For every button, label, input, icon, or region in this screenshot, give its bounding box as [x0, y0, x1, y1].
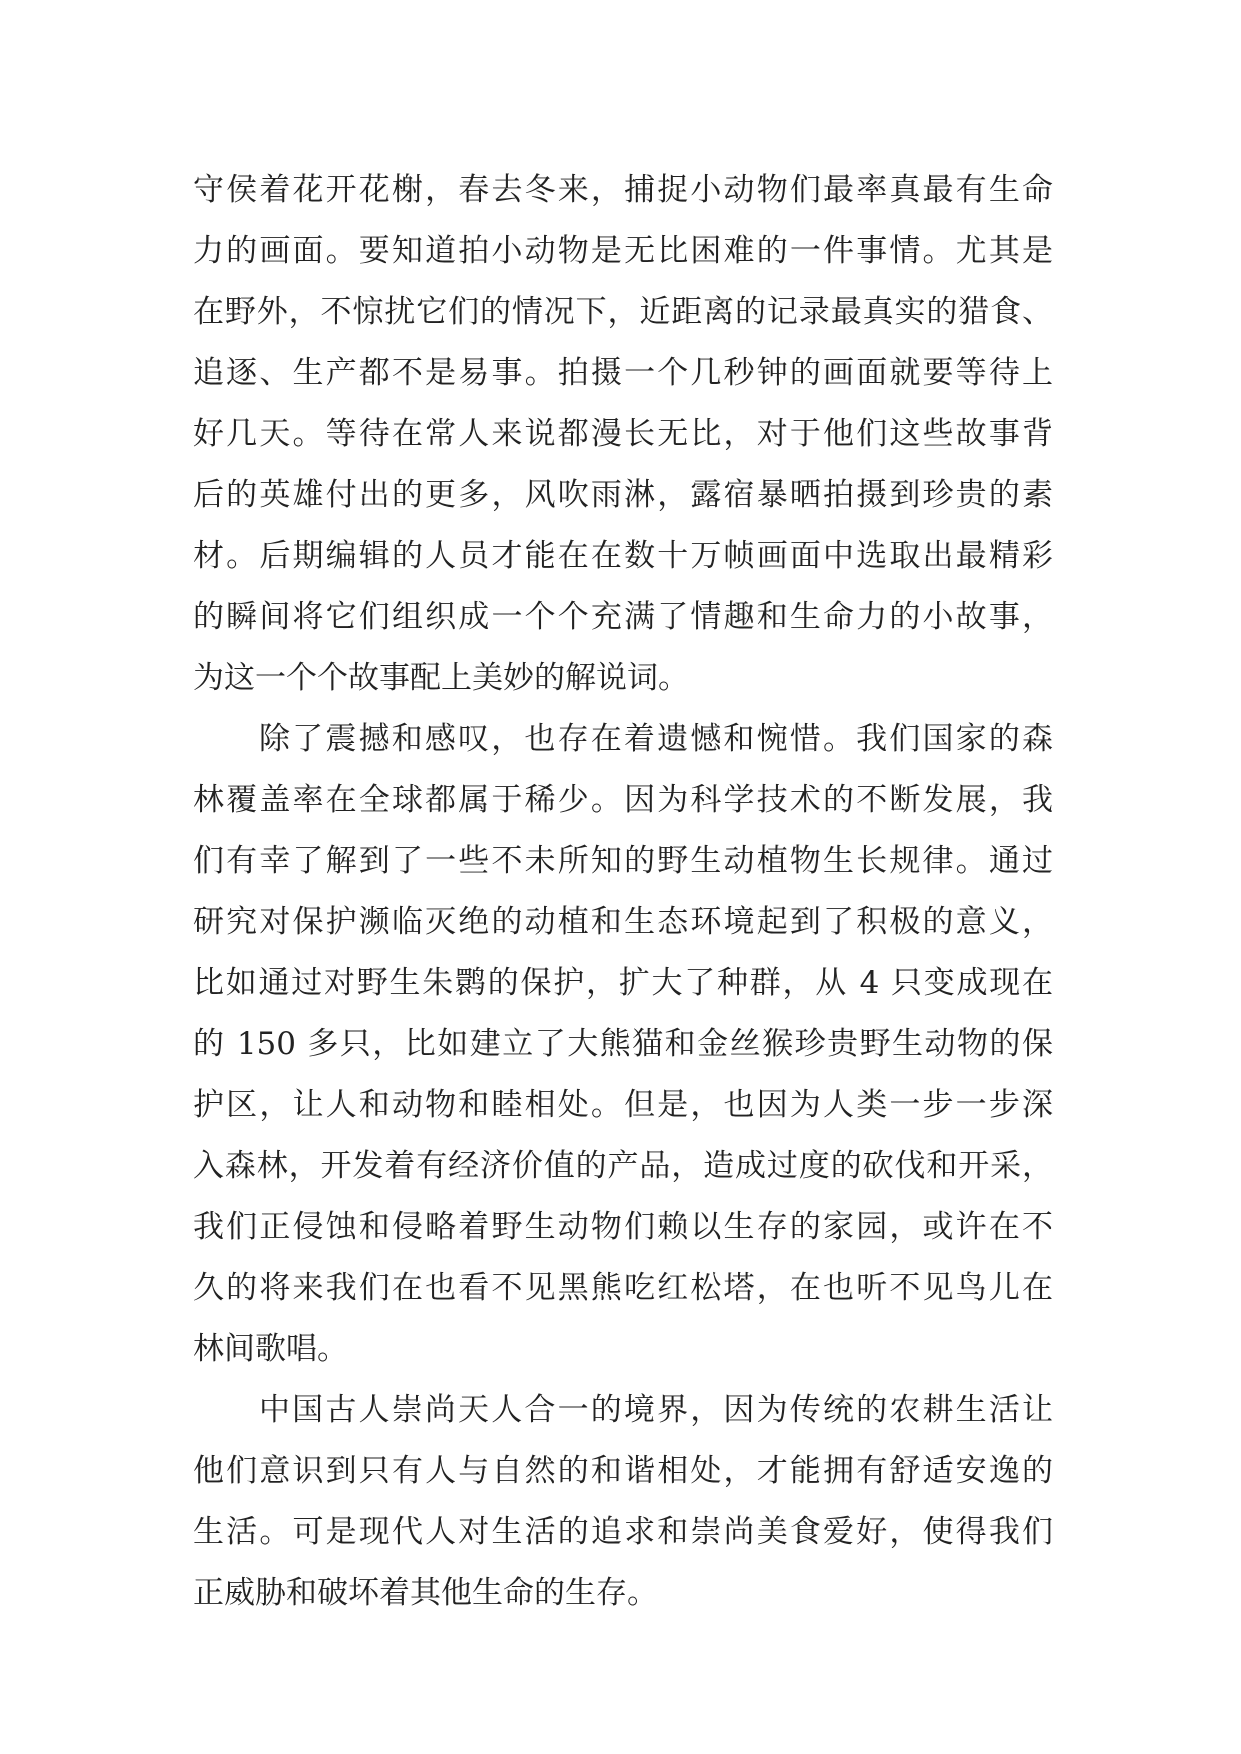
text-line: 研究对保护濒临灭绝的动植和生态环境起到了积极的意义，	[193, 904, 1053, 940]
text-line: 为这一个个故事配上美妙的解说词。	[193, 660, 689, 696]
text-line: 在野外，不惊扰它们的情况下，近距离的记录最真实的猎食、	[193, 294, 1053, 330]
text-line: 生活。可是现代人对生活的追求和崇尚美食爱好，使得我们	[193, 1514, 1053, 1550]
text-line: 护区，让人和动物和睦相处。但是，也因为人类一步一步深	[193, 1087, 1053, 1123]
text-line: 我们正侵蚀和侵略着野生动物们赖以生存的家园，或许在不	[193, 1209, 1053, 1245]
paragraph-1	[193, 160, 1053, 709]
text-line: 追逐、生产都不是易事。拍摄一个几秒钟的画面就要等待上	[193, 355, 1053, 391]
text-line: 好几天。等待在常人来说都漫长无比，对于他们这些故事背	[193, 416, 1053, 452]
text-line: 正威胁和破坏着其他生命的生存。	[193, 1575, 658, 1611]
text-line: 林间歌唱。	[193, 1331, 348, 1367]
text-line: 他们意识到只有人与自然的和谐相处，才能拥有舒适安逸的	[193, 1453, 1053, 1489]
text-line: 力的画面。要知道拍小动物是无比困难的一件事情。尤其是	[193, 233, 1053, 269]
text-line: 的瞬间将它们组织成一个个充满了情趣和生命力的小故事，	[193, 599, 1053, 635]
text-line: 林覆盖率在全球都属于稀少。因为科学技术的不断发展，我	[193, 782, 1053, 818]
document-body	[193, 160, 1053, 1624]
text-line: 久的将来我们在也看不见黑熊吃红松塔，在也听不见鸟儿在	[193, 1270, 1053, 1306]
paragraph-2	[193, 709, 1053, 1380]
text-line: 的 150 多只，比如建立了大熊猫和金丝猴珍贵野生动物的保	[193, 1026, 1053, 1062]
paragraph-3	[193, 1380, 1053, 1624]
text-line: 入森林，开发着有经济价值的产品，造成过度的砍伐和开采，	[193, 1148, 1053, 1184]
text-line: 们有幸了解到了一些不未所知的野生动植物生长规律。通过	[193, 843, 1053, 879]
text-line: 中国古人崇尚天人合一的境界，因为传统的农耕生活让	[259, 1392, 1053, 1428]
text-line: 守侯着花开花榭，春去冬来，捕捉小动物们最率真最有生命	[193, 172, 1053, 208]
text-line: 后的英雄付出的更多，风吹雨淋，露宿暴晒拍摄到珍贵的素	[193, 477, 1053, 513]
text-line: 材。后期编辑的人员才能在在数十万帧画面中选取出最精彩	[193, 538, 1053, 574]
text-line: 比如通过对野生朱鹮的保护，扩大了种群，从 4 只变成现在	[193, 965, 1053, 1001]
text-line: 除了震撼和感叹，也存在着遗憾和惋惜。我们国家的森	[259, 721, 1053, 757]
